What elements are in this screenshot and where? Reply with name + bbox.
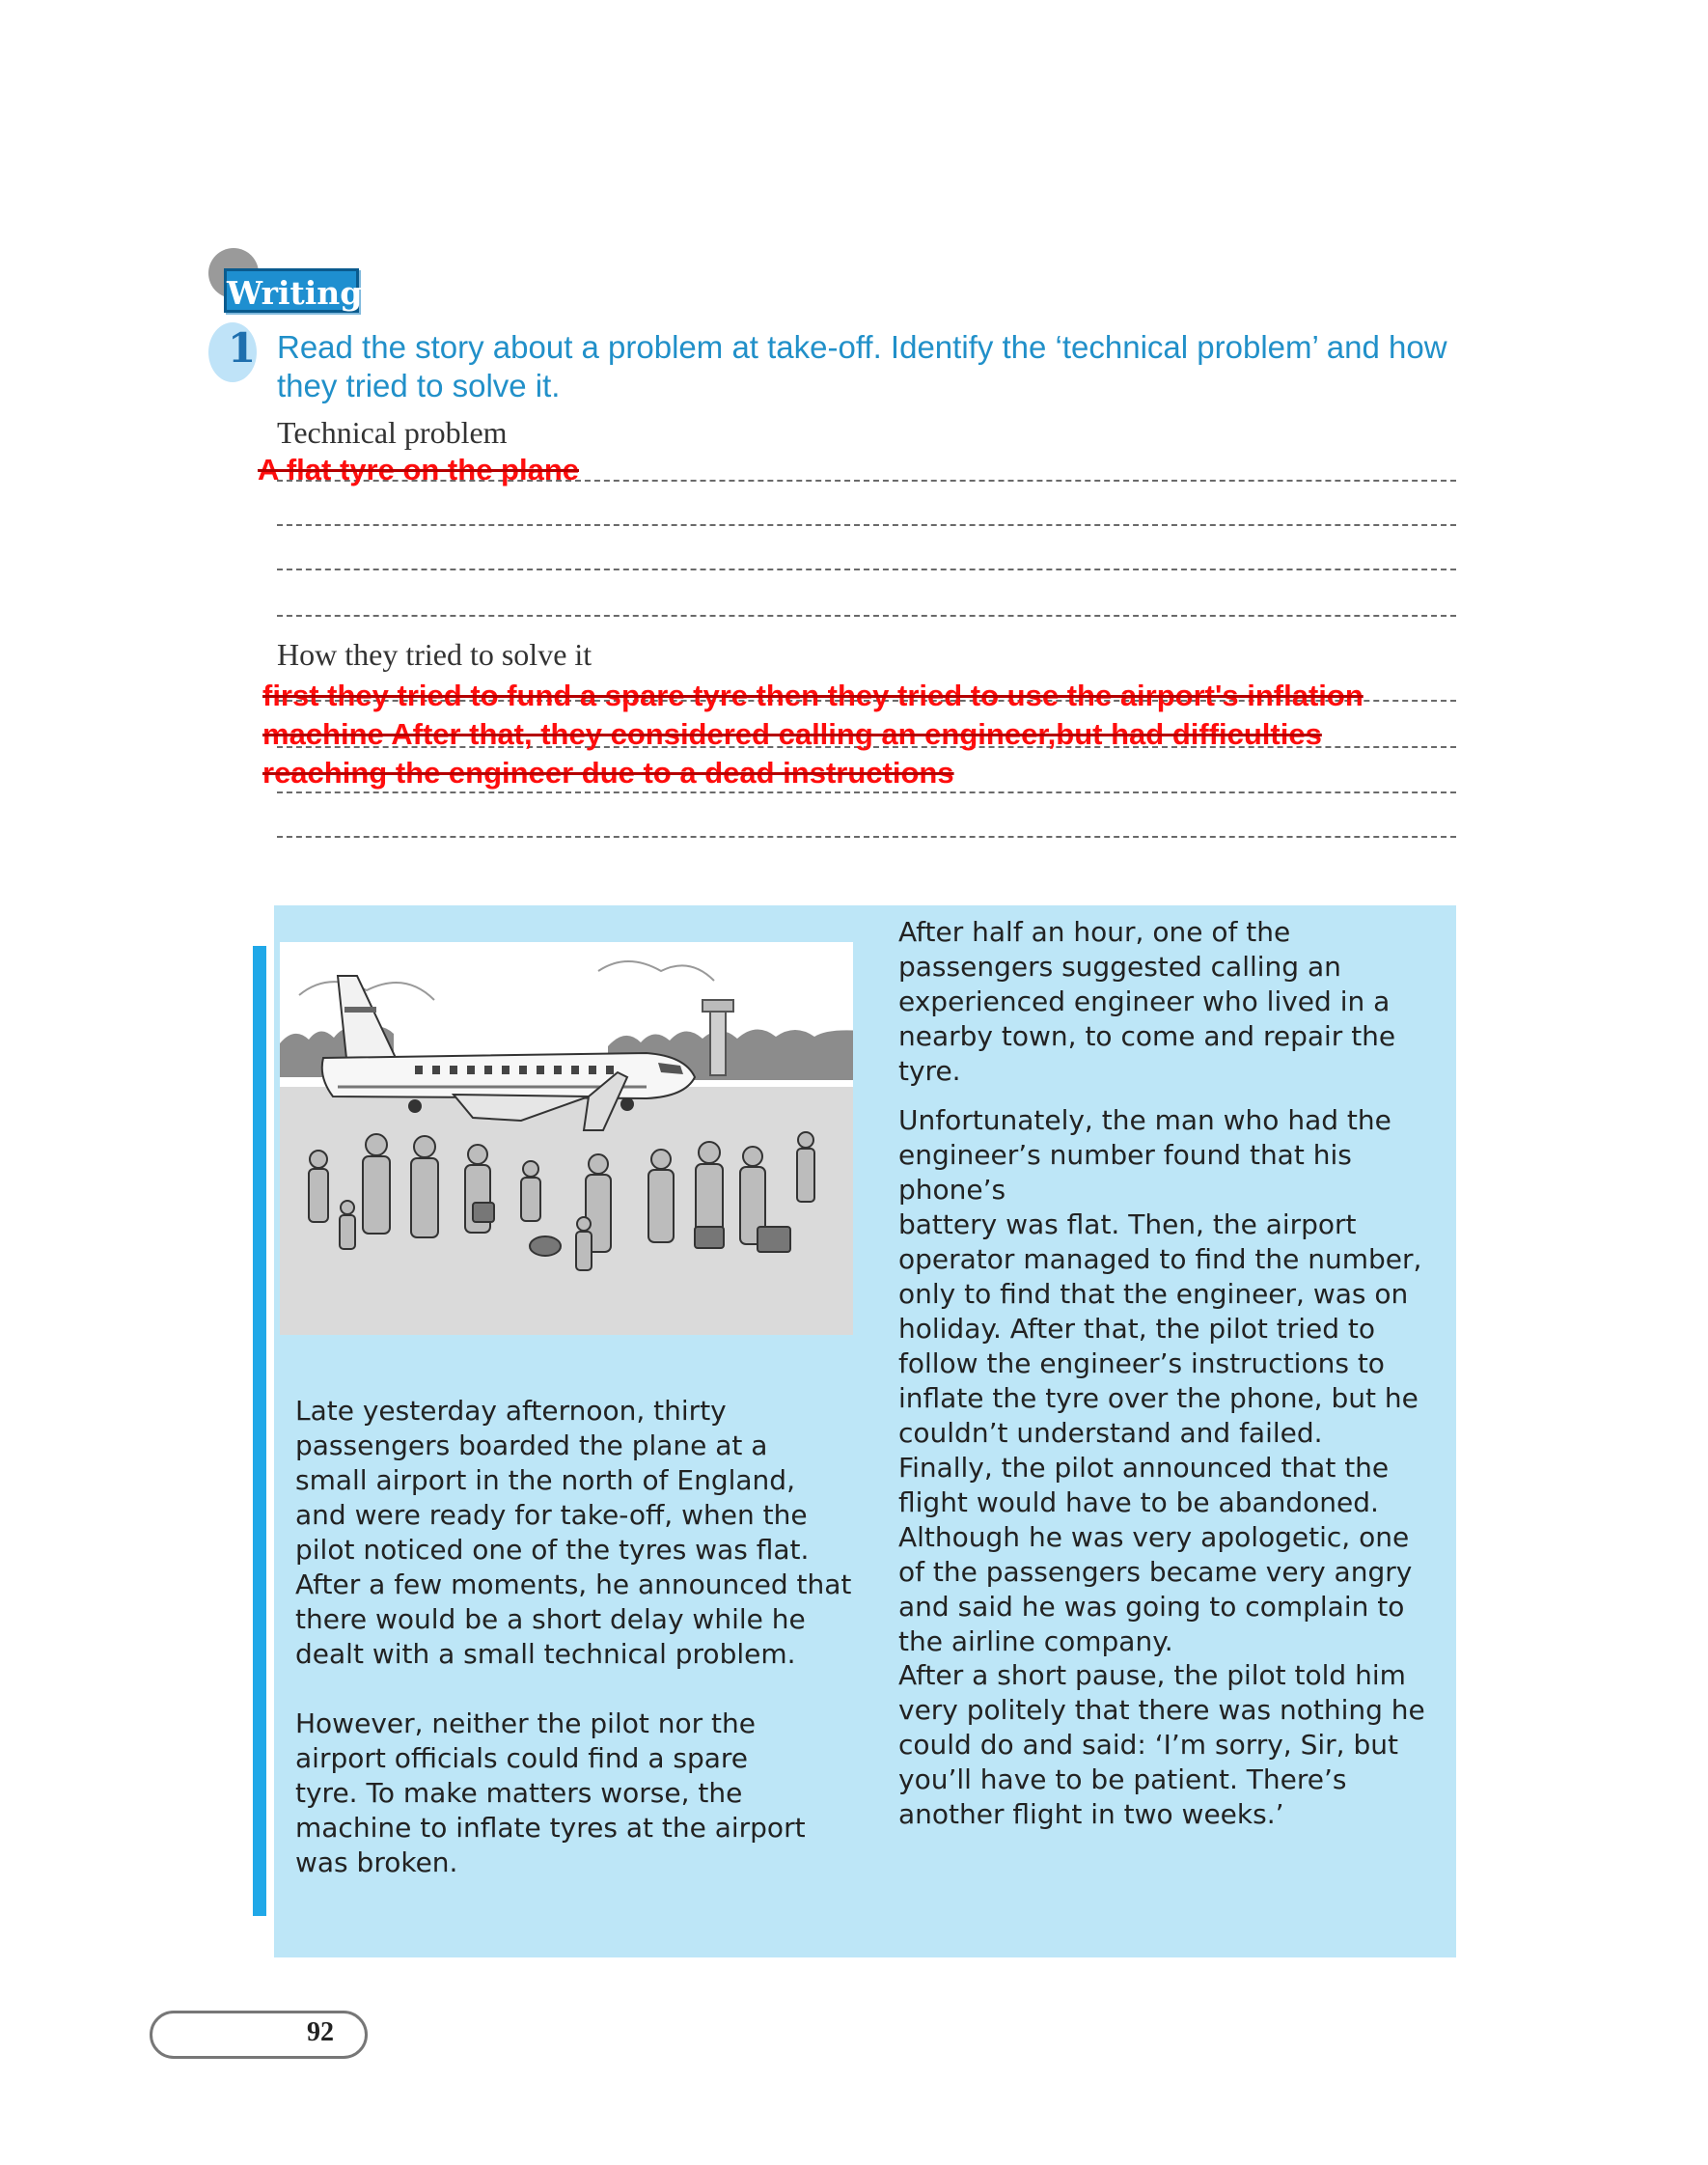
exercise-number: 1 xyxy=(228,324,257,372)
section-title: Writing xyxy=(224,268,359,313)
solution-answer-line-2[interactable]: machine After that, they considered calling an engineer,but had difficulties xyxy=(262,717,1322,751)
answer-line xyxy=(277,569,1456,570)
page-number-pill xyxy=(150,2011,368,2059)
story-paragraph-left-2: However, neither the pilot nor the airport officials could find a spare tyre. To make matters worse, the machine to inflate tyres at the airport was broken. xyxy=(295,1707,806,1878)
story-paragraph-right-3: After a short pause, the pilot told him very politely that there was nothing he could do and said: ‘I’m sorry, Sir, but you’ll have to be patient. There’s another flight in two weeks.’ xyxy=(898,1659,1425,1830)
exercise-instruction: Read the story about a problem at take-off. Identify the ‘technical problem’ and how they tried to solve it. xyxy=(277,329,1447,403)
answer-line xyxy=(277,524,1456,526)
story-paragraph-right-1: After half an hour, one of the passengers suggested calling an experienced engineer who lived in a nearby town, to come and repair the tyre. xyxy=(898,916,1396,1087)
technical-problem-answer[interactable]: A flat tyre on the plane xyxy=(258,453,580,486)
solution-answer-line-3[interactable]: reaching the engineer due to a dead instructions xyxy=(262,756,954,790)
story-side-bar xyxy=(253,946,266,1916)
page-number: 92 xyxy=(307,2017,334,2047)
answer-line xyxy=(277,615,1456,617)
technical-problem-label: Technical problem xyxy=(277,415,508,450)
story-paragraph-left-1: Late yesterday afternoon, thirty passengers boarded the plane at a small airport in the north of England, and were ready for take-off, when the pilot noticed one of the tyres was flat. After a few moments, he announced that there would be a short delay while he dealt with a small technical problem. xyxy=(295,1395,852,1670)
story-paragraph-right-2: Unfortunately, the man who had the engineer’s number found that his phone’s battery was flat. Then, the airport operator managed to find the number, only to find that the engineer, was on holiday. After that, the pilot tried to follow the engineer’s instructions to inflate the tyre over the phone, but he couldn’t understand and failed. Finally, the pilot announced that the flight would have to be abandoned. Although he was very apologetic, one of the passengers became very angry and said he was going to complain to the airline company. xyxy=(898,1104,1422,1657)
airport-illustration xyxy=(280,942,853,1335)
answer-line xyxy=(277,836,1456,838)
solution-answer-line-1[interactable]: first they tried to fund a spare tyre then they tried to use the airport's inflation xyxy=(262,679,1364,712)
solution-label: How they tried to solve it xyxy=(277,637,592,672)
